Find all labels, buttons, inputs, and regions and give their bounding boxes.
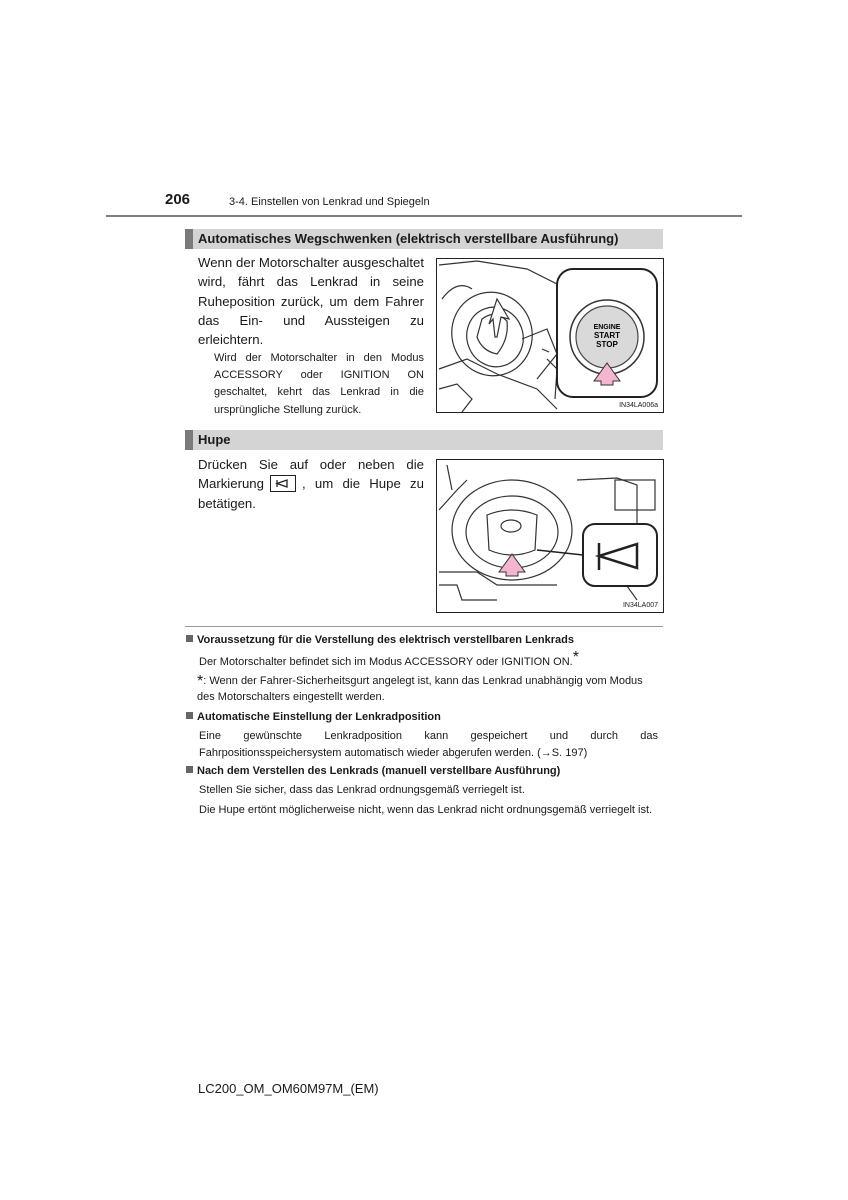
button-label-start: START — [593, 331, 621, 340]
steering-wheel-illustration — [437, 259, 663, 412]
header-divider — [106, 215, 742, 217]
page-number: 206 — [165, 191, 191, 208]
figure-horn — [436, 459, 664, 613]
section2-body-after: , um die Hupe zu betätigen. — [198, 476, 424, 511]
notes-divider — [185, 626, 663, 627]
figure-code: IN34LA006a — [619, 402, 658, 409]
horn-steering-illustration — [437, 460, 663, 612]
press-arrow-icon — [499, 554, 525, 576]
section1-note: Wird der Motorschalter in den Modus ACCESSORY oder IGNITION ON geschaltet, kehrt das Lenkrad in die ursprüngliche Stellung zurück. — [214, 352, 424, 416]
footnote-star: * — [197, 673, 204, 690]
square-bullet-icon — [186, 635, 193, 642]
horn-icon — [270, 475, 296, 492]
note-text: Der Motorschalter befindet sich im Modus ACCESSORY oder IGNITION ON.* — [199, 649, 579, 668]
figure-code: IN34LA007 — [622, 602, 658, 609]
section2-body-before: Drücken Sie auf oder neben die Markierung — [198, 457, 424, 492]
square-bullet-icon — [186, 766, 193, 773]
footnote-marker: * — [572, 649, 579, 666]
breadcrumb: 3-4. Einstellen von Lenkrad und Spiegeln — [229, 196, 430, 208]
note-heading: Voraussetzung für die Verstellung des elektrisch verstellbaren Lenkrads — [186, 634, 574, 646]
section-heading-auto-tilt: Automatisches Wegschwenken (elektrisch verstellbare Ausführung) — [185, 229, 663, 249]
section-heading-horn: Hupe — [185, 430, 663, 450]
section2-body — [198, 455, 424, 513]
section1-body: Wenn der Motorschalter ausgeschaltet wird, fährt das Lenkrad in seine Ruheposition zurück, um dem Fahrer das Ein- und Aussteigen zu erleichtern. — [198, 255, 424, 348]
footnote: *: Wenn der Fahrer-Sicherheitsgurt angelegt ist, kann das Lenkrad unabhängig vom Modus des Motorschalters eingestellt werden. — [197, 673, 643, 703]
square-bullet-icon — [186, 712, 193, 719]
note-text: Die Hupe ertönt möglicherweise nicht, wenn das Lenkrad nicht ordnungsgemäß verriegelt ist. — [199, 804, 653, 816]
button-label-engine: ENGINE — [593, 324, 621, 331]
footer-doc-id: LC200_OM_OM60M97M_(EM) — [198, 1081, 379, 1096]
note-heading: Nach dem Verstellen des Lenkrads (manuell verstellbare Ausführung) — [186, 765, 560, 777]
button-label-stop: STOP — [596, 340, 618, 349]
note-heading: Automatische Einstellung der Lenkradposition — [186, 711, 441, 723]
figure-engine-switch — [436, 258, 664, 413]
note-text: Eine gewünschte Lenkradposition kann gespeichert und durch das Fahrpositionsspeichersystem automatisch wieder abgerufen werden. (→S. 197) — [199, 730, 658, 759]
note-text: Stellen Sie sicher, dass das Lenkrad ordnungsgemäß verriegelt ist. — [199, 784, 525, 796]
